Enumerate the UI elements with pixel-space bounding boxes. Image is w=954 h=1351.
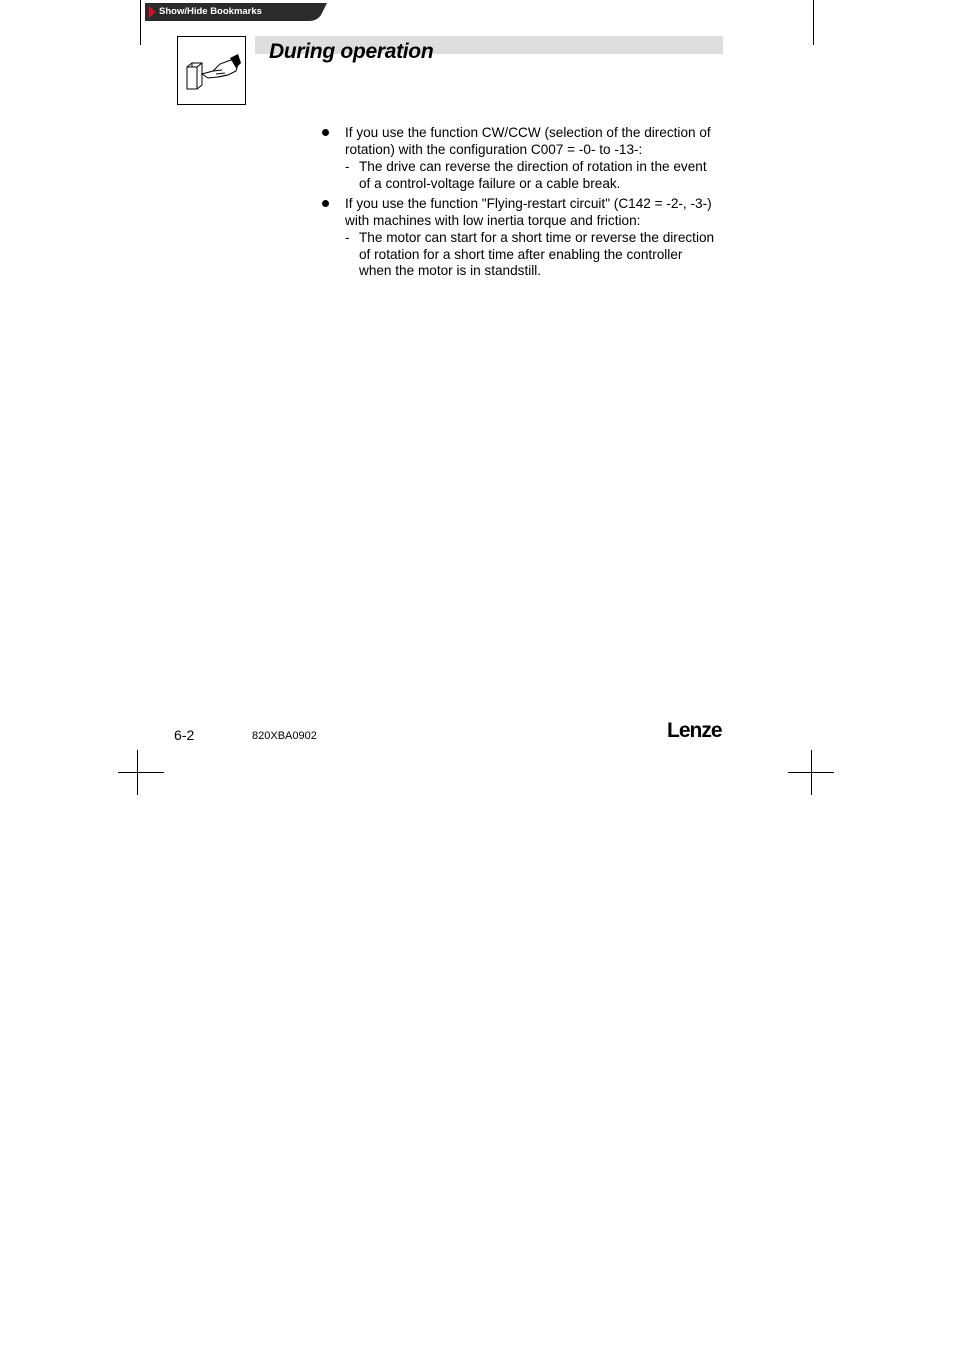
page-number: 6-2 — [174, 727, 195, 743]
item-line: rotation) with the configuration C007 = -0- to -13-: — [345, 141, 643, 157]
item-line: If you use the function CW/CCW (selection of the direction of — [345, 125, 711, 140]
page-title: During operation — [269, 40, 434, 63]
sub-line: of a control-voltage failure or a cable break. — [359, 175, 621, 191]
crop-mark — [788, 772, 834, 773]
crop-mark — [118, 772, 164, 773]
sub-line: The drive can reverse the direction of rotation in the event — [359, 159, 707, 174]
sub-item — [359, 159, 707, 192]
list-item — [345, 125, 711, 158]
item-line: If you use the function "Flying-restart circuit" (C142 = -2-, -3-) — [345, 196, 712, 211]
sub-line: of rotation for a short time after enabling the controller — [359, 246, 683, 262]
crop-mark — [813, 0, 814, 45]
sub-dash: - — [345, 230, 350, 245]
show-hide-bookmarks-button[interactable] — [145, 3, 327, 21]
sub-line: when the motor is in standstill. — [359, 263, 542, 278]
lenze-logo: Lenze — [667, 719, 722, 742]
sub-line: The motor can start for a short time or reverse the direction — [359, 230, 715, 245]
sub-dash: - — [345, 159, 350, 174]
item-line: with machines with low inertia torque and friction: — [345, 212, 641, 228]
crop-mark — [140, 0, 141, 45]
bullet-icon — [322, 200, 329, 207]
sub-item — [359, 230, 714, 280]
hand-pointing-icon — [177, 36, 246, 105]
document-code: 820XBA0902 — [252, 730, 317, 742]
list-item — [345, 196, 712, 229]
bullet-icon — [322, 129, 329, 136]
bookmarks-label: Show/Hide Bookmarks — [159, 6, 262, 17]
